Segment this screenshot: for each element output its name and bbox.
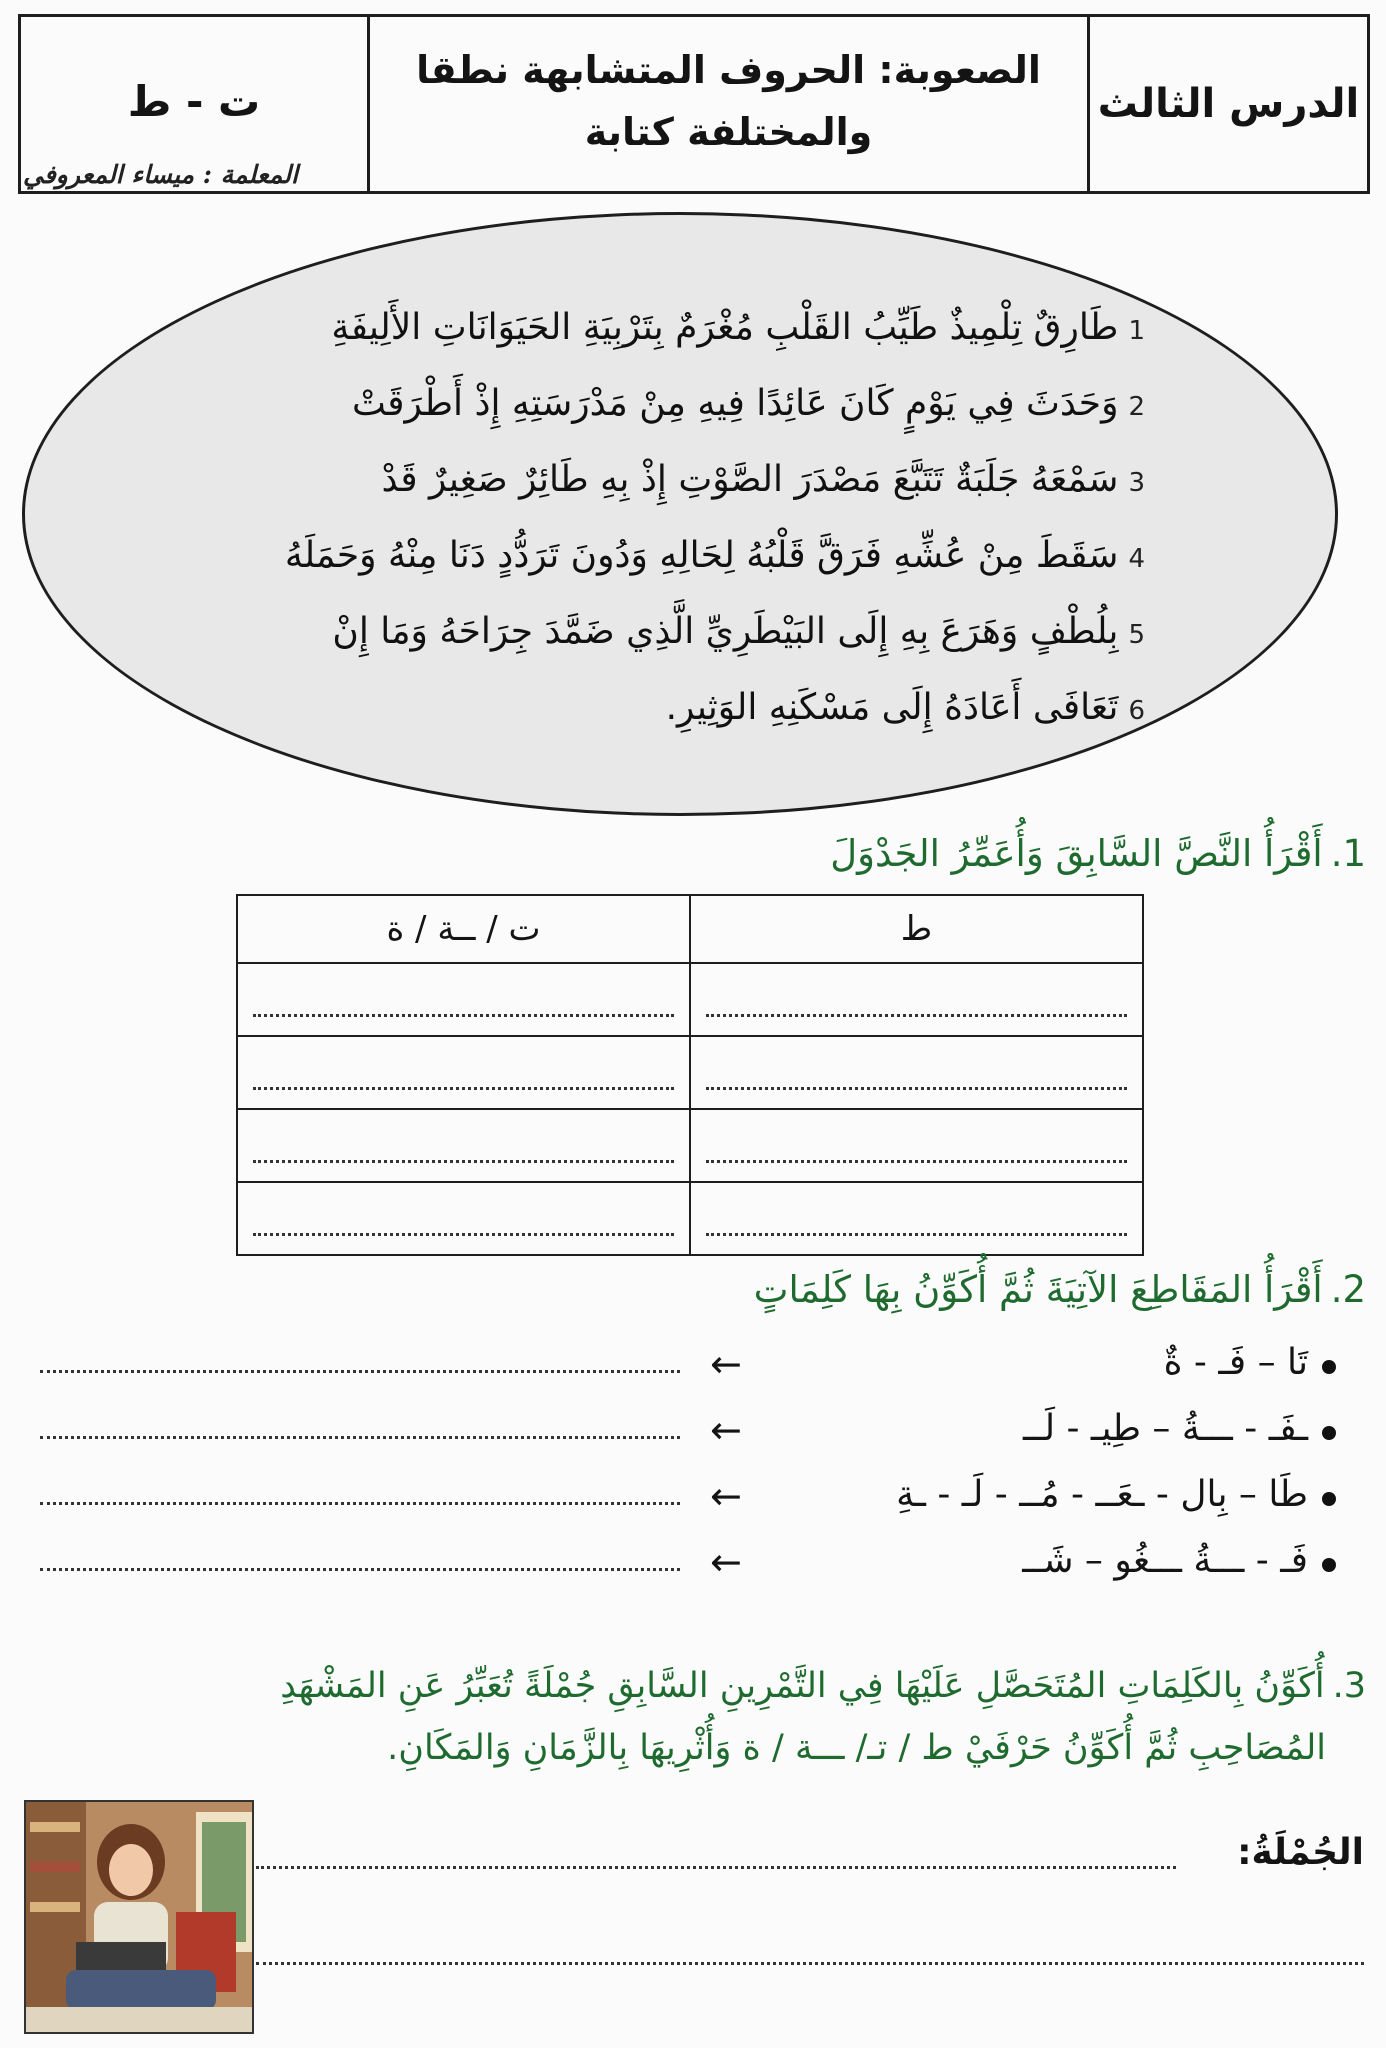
question-number: 3. (1332, 1666, 1366, 1706)
question-text-line-1: أُكَوِّنُ بِالكَلِمَاتِ المُتَحَصَّلِ عَلَيْهَا فِي التَّمْرِينِ السَّابِقِ جُمْلَةً تُعَبِّرُ عَنِ المَشْهَدِ (280, 1666, 1325, 1706)
column-header-ta-marbuta: ت / ــة / ة (237, 895, 690, 963)
arrow-left-icon: ← (710, 1474, 742, 1518)
line-text: سَقَطَ مِنْ عُشِّهِ فَرَقَّ قَلْبُهُ لِحَالِهِ وَدُونَ تَرَدُّدٍ دَنَا مِنْهُ وَحَمَلَهُ (284, 535, 1119, 576)
table-header-row (237, 895, 1143, 963)
lesson-title (1087, 17, 1367, 191)
line-text: تَعَافَى أَعَادَهُ إِلَى مَسْكَنِهِ الوَثِيرِ. (665, 687, 1119, 728)
answer-line[interactable] (40, 1370, 680, 1373)
teacher-signature: المعلمة : ميساء المعروفي (23, 160, 298, 189)
passage-line (352, 383, 1145, 424)
table-row (237, 963, 1143, 1036)
letters-cell (21, 17, 367, 191)
line-number: 1 (1128, 316, 1145, 346)
answer-cell[interactable] (237, 1109, 690, 1182)
answer-line[interactable] (40, 1502, 680, 1505)
answer-line[interactable] (40, 1568, 680, 1571)
passage-line (332, 611, 1145, 652)
line-number: 5 (1128, 620, 1145, 650)
passage-line (285, 535, 1145, 576)
question-number: 2. (1330, 1268, 1366, 1311)
syllable-text: ـفَـ - ـــةُ – طِيـ - لَــ (1022, 1408, 1308, 1449)
answer-cell[interactable] (690, 1036, 1143, 1109)
question-text: أَقْرَأُ النَّصَّ السَّابِقَ وَأُعَمِّرُ الجَدْوَلَ (830, 832, 1323, 875)
line-text: وَحَدَثَ فِي يَوْمٍ كَانَ عَائِدًا فِيهِ مِنْ مَدْرَسَتِهِ إِذْ أَطْرَقَتْ (351, 383, 1119, 424)
syllable-text: طَا – بِال - ـعَــ - مُــ - لَـ - ـةِ (896, 1474, 1308, 1515)
line-number: 6 (1128, 696, 1145, 726)
line-text: سَمْعَهُ جَلَبَةٌ تَتَبَّعَ مَصْدَرَ الصَّوْتِ إِذْ بِهِ طَائِرٌ صَغِيرٌ قَدْ (381, 459, 1119, 500)
question-3 (280, 1666, 1366, 1706)
answer-cell[interactable] (237, 1036, 690, 1109)
line-text: طَارِقٌ تِلْمِيذٌ طَيِّبُ القَلْبِ مُغْرَمٌ بِتَرْبِيَةِ الحَيَوَانَاتِ الأَلِيفَةِ (331, 307, 1119, 348)
answer-cell[interactable] (690, 1109, 1143, 1182)
syllable-item (20, 1540, 1360, 1590)
bullet-icon (1322, 1492, 1336, 1506)
arrow-left-icon: ← (710, 1408, 742, 1452)
difficulty-line-1: الصعوبة: الحروف المتشابهة نطقا (416, 48, 1041, 92)
line-number: 3 (1128, 468, 1145, 498)
sentence-label: الجُمْلَةُ: (1237, 1832, 1364, 1873)
question-2 (754, 1268, 1366, 1311)
table-row (237, 1182, 1143, 1255)
arrow-left-icon: ← (710, 1342, 742, 1386)
illustration-image (26, 1802, 252, 2032)
answer-cell[interactable] (690, 963, 1143, 1036)
syllable-item (20, 1474, 1360, 1524)
reading-girl-illustration (24, 1800, 254, 2034)
line-number: 2 (1128, 392, 1145, 422)
passage-oval (22, 212, 1338, 816)
syllable-text: تَا – فَـ - ةٌ (1163, 1342, 1308, 1383)
sentence-answer-line[interactable] (256, 1866, 1176, 1869)
word-table (236, 894, 1144, 1256)
table-row (237, 1109, 1143, 1182)
bullet-icon (1322, 1558, 1336, 1572)
table-row (237, 1036, 1143, 1109)
answer-cell[interactable] (237, 963, 690, 1036)
passage-line (666, 687, 1145, 728)
answer-cell[interactable] (237, 1182, 690, 1255)
passage-line (381, 459, 1145, 500)
line-text: بِلُطْفٍ وَهَرَعَ بِهِ إِلَى البَيْطَرِيِّ الَّذِي ضَمَّدَ جِرَاحَهُ وَمَا إِنْ (332, 611, 1119, 652)
line-number: 4 (1128, 544, 1145, 574)
difficulty-line-2: والمختلفة كتابة (584, 110, 873, 154)
lesson-header (18, 14, 1370, 194)
question-1 (830, 832, 1366, 875)
syllable-item (20, 1408, 1360, 1458)
lesson-label: الدرس الثالث (1097, 81, 1360, 127)
answer-line[interactable] (40, 1436, 680, 1439)
sentence-answer-line[interactable] (256, 1962, 1364, 1965)
answer-cell[interactable] (690, 1182, 1143, 1255)
arrow-left-icon: ← (710, 1540, 742, 1584)
bullet-icon (1322, 1360, 1336, 1374)
letters-label: ت - ط (127, 77, 261, 126)
column-header-ta: ط (690, 895, 1143, 963)
syllable-item (20, 1342, 1360, 1392)
question-3-continued (387, 1728, 1326, 1768)
question-text-line-2: المُصَاحِبِ ثُمَّ أُكَوِّنُ حَرْفَيْ ط / تـ/ ـــة / ة وَأُثْرِيهَا بِالزَّمَانِ وَالمَكَانِ. (387, 1728, 1326, 1768)
syllable-text: فَـ - ـــةُ ـــغُو – شَــ (1022, 1540, 1308, 1581)
difficulty-cell (367, 17, 1087, 191)
bullet-icon (1322, 1426, 1336, 1440)
question-text: أَقْرَأُ المَقَاطِعَ الآتِيَةَ ثُمَّ أُكَوِّنُ بِهَا كَلِمَاتٍ (753, 1268, 1323, 1311)
passage-line (331, 307, 1145, 348)
question-number: 1. (1330, 832, 1366, 875)
